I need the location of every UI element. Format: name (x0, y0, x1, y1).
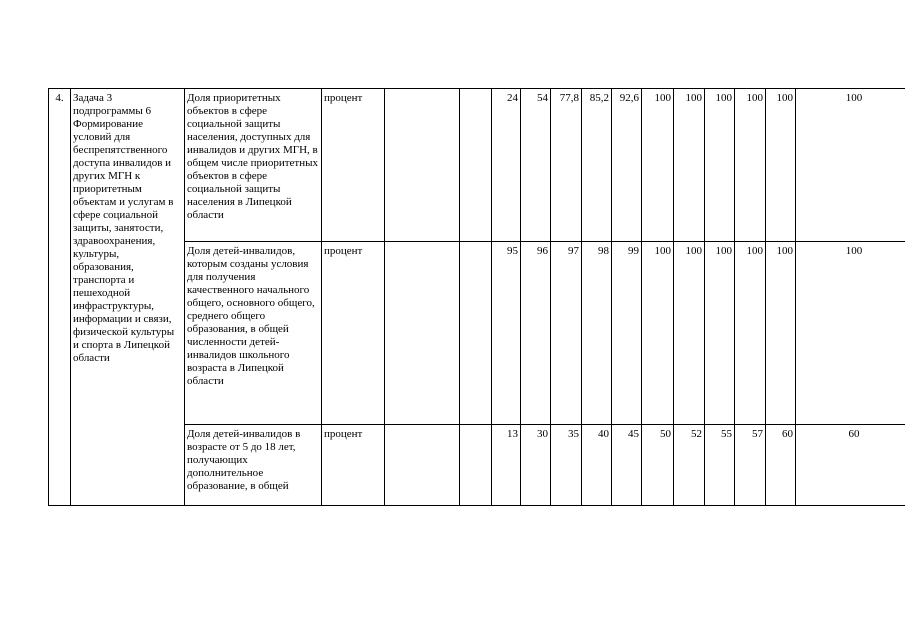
value-cell: 100 (766, 242, 796, 425)
value-cell: 100 (674, 89, 705, 242)
task-number: 4. (49, 89, 71, 506)
value-cell-final: 100 (796, 242, 905, 425)
value-cell: 55 (705, 425, 735, 506)
value-cell: 60 (766, 425, 796, 506)
value-cell: 45 (612, 425, 642, 506)
value-cell: 50 (642, 425, 674, 506)
empty-cell (385, 242, 460, 425)
value-cell: 100 (705, 89, 735, 242)
unit-cell: процент (322, 89, 385, 242)
value-cell: 98 (582, 242, 612, 425)
empty-cell (385, 89, 460, 242)
table-row (49, 89, 905, 242)
unit-cell: процент (322, 425, 385, 506)
value-cell: 97 (551, 242, 582, 425)
value-cell: 57 (735, 425, 766, 506)
indicator-name: Доля приоритетных объектов в сфере социальной защиты населения, доступных для инвалидов и других МГН, в общем числе приоритетных объектов в сфере социальной защиты населения в Липецкой области (185, 89, 322, 242)
value-cell: 13 (492, 425, 521, 506)
value-cell: 85,2 (582, 89, 612, 242)
value-cell: 95 (492, 242, 521, 425)
value-cell: 100 (705, 242, 735, 425)
empty-cell (460, 425, 492, 506)
empty-cell (460, 89, 492, 242)
value-cell: 99 (612, 242, 642, 425)
value-cell: 96 (521, 242, 551, 425)
value-cell: 100 (735, 89, 766, 242)
task-description: Задача 3 подпрограммы 6 Формирование условий для беспрепятственного доступа инвалидов и других МГН к приоритетным объектам и услугам в сфере социальной защиты, занятости, здравоохранения, культуры, образования, транспорта и пешеходной инфраструктуры, информации и связи, физической культуры и спорта в Липецкой области (71, 89, 185, 506)
value-cell: 100 (766, 89, 796, 242)
value-cell: 92,6 (612, 89, 642, 242)
value-cell: 24 (492, 89, 521, 242)
value-cell: 100 (642, 89, 674, 242)
unit-cell: процент (322, 242, 385, 425)
value-cell: 40 (582, 425, 612, 506)
value-cell: 100 (735, 242, 766, 425)
indicators-table (48, 88, 905, 506)
indicator-name: Доля детей-инвалидов в возрасте от 5 до 18 лет, получающих дополнительное образование, в общей (185, 425, 322, 506)
value-cell: 100 (642, 242, 674, 425)
empty-cell (385, 425, 460, 506)
value-cell: 30 (521, 425, 551, 506)
indicator-name: Доля детей-инвалидов, которым созданы условия для получения качественного начального общего, основного общего, среднего общего образования, в общей численности детей-инвалидов школьного возраста в Липецкой области (185, 242, 322, 425)
empty-cell (460, 242, 492, 425)
value-cell: 54 (521, 89, 551, 242)
value-cell-final: 100 (796, 89, 905, 242)
value-cell: 77,8 (551, 89, 582, 242)
value-cell: 52 (674, 425, 705, 506)
value-cell: 35 (551, 425, 582, 506)
value-cell-final: 60 (796, 425, 905, 506)
value-cell: 100 (674, 242, 705, 425)
